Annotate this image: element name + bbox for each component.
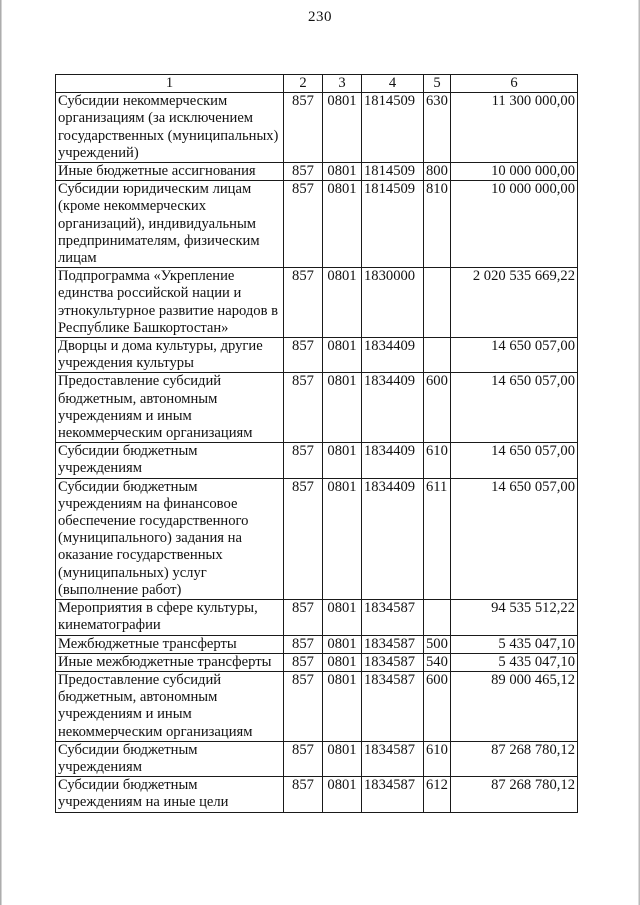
table-row xyxy=(56,741,578,776)
row-expense-type: 540 xyxy=(424,653,451,671)
table-row xyxy=(56,671,578,741)
row-expense-type xyxy=(424,268,451,338)
row-name: Субсидии бюджетным учреждениям на финансовое обеспечение государственного (муниципального) задания на оказание государственных (муниципальных) услуг (выполнение работ) xyxy=(56,478,284,599)
row-gov-code: 857 xyxy=(284,671,323,741)
row-expense-type: 800 xyxy=(424,163,451,181)
row-name: Субсидии бюджетным учреждениям на иные цели xyxy=(56,777,284,812)
table-row xyxy=(56,163,578,181)
row-gov-code: 857 xyxy=(284,600,323,635)
row-target-code: 1814509 xyxy=(362,93,424,163)
table-row xyxy=(56,181,578,268)
row-gov-code: 857 xyxy=(284,338,323,373)
row-section-code: 0801 xyxy=(323,653,362,671)
row-target-code: 1814509 xyxy=(362,181,424,268)
row-name: Субсидии некоммерческим организациям (за исключением государственных (муниципальных) учреждений) xyxy=(56,93,284,163)
row-section-code: 0801 xyxy=(323,671,362,741)
row-target-code: 1830000 xyxy=(362,268,424,338)
row-amount: 87 268 780,12 xyxy=(451,777,578,812)
row-target-code: 1834587 xyxy=(362,635,424,653)
row-name: Межбюджетные трансферты xyxy=(56,635,284,653)
row-section-code: 0801 xyxy=(323,93,362,163)
table-row xyxy=(56,478,578,599)
row-section-code: 0801 xyxy=(323,741,362,776)
row-amount: 14 650 057,00 xyxy=(451,478,578,599)
row-gov-code: 857 xyxy=(284,373,323,443)
row-name: Дворцы и дома культуры, другие учреждения культуры xyxy=(56,338,284,373)
row-name: Субсидии бюджетным учреждениям xyxy=(56,741,284,776)
row-name: Мероприятия в сфере культуры, кинематографии xyxy=(56,600,284,635)
table-row xyxy=(56,635,578,653)
table-row xyxy=(56,777,578,812)
row-expense-type: 600 xyxy=(424,373,451,443)
row-gov-code: 857 xyxy=(284,741,323,776)
row-gov-code: 857 xyxy=(284,268,323,338)
row-target-code: 1814509 xyxy=(362,163,424,181)
row-gov-code: 857 xyxy=(284,653,323,671)
row-gov-code: 857 xyxy=(284,443,323,478)
row-section-code: 0801 xyxy=(323,777,362,812)
row-section-code: 0801 xyxy=(323,373,362,443)
row-section-code: 0801 xyxy=(323,338,362,373)
row-section-code: 0801 xyxy=(323,268,362,338)
row-section-code: 0801 xyxy=(323,635,362,653)
row-section-code: 0801 xyxy=(323,443,362,478)
table-row xyxy=(56,338,578,373)
row-amount: 87 268 780,12 xyxy=(451,741,578,776)
table-header-row xyxy=(56,75,578,93)
row-gov-code: 857 xyxy=(284,93,323,163)
row-name: Субсидии бюджетным учреждениям xyxy=(56,443,284,478)
row-amount: 10 000 000,00 xyxy=(451,181,578,268)
table-row xyxy=(56,653,578,671)
row-expense-type: 630 xyxy=(424,93,451,163)
row-expense-type: 500 xyxy=(424,635,451,653)
row-section-code: 0801 xyxy=(323,163,362,181)
row-amount: 14 650 057,00 xyxy=(451,443,578,478)
row-gov-code: 857 xyxy=(284,777,323,812)
row-target-code: 1834587 xyxy=(362,671,424,741)
row-target-code: 1834587 xyxy=(362,653,424,671)
row-amount: 2 020 535 669,22 xyxy=(451,268,578,338)
row-name: Иные бюджетные ассигнования xyxy=(56,163,284,181)
row-amount: 14 650 057,00 xyxy=(451,338,578,373)
row-target-code: 1834409 xyxy=(362,373,424,443)
row-target-code: 1834409 xyxy=(362,478,424,599)
row-gov-code: 857 xyxy=(284,635,323,653)
row-target-code: 1834587 xyxy=(362,741,424,776)
column-header: 5 xyxy=(424,75,451,93)
row-target-code: 1834587 xyxy=(362,777,424,812)
row-gov-code: 857 xyxy=(284,181,323,268)
table-row xyxy=(56,443,578,478)
row-name: Предоставление субсидий бюджетным, автономным учреждениям и иным некоммерческим организациям xyxy=(56,671,284,741)
page-number: 230 xyxy=(308,9,332,25)
row-amount: 5 435 047,10 xyxy=(451,635,578,653)
row-amount: 94 535 512,22 xyxy=(451,600,578,635)
row-target-code: 1834587 xyxy=(362,600,424,635)
budget-table xyxy=(55,74,578,813)
row-amount: 5 435 047,10 xyxy=(451,653,578,671)
column-header: 2 xyxy=(284,75,323,93)
column-header: 6 xyxy=(451,75,578,93)
column-header: 3 xyxy=(323,75,362,93)
row-section-code: 0801 xyxy=(323,600,362,635)
row-expense-type: 612 xyxy=(424,777,451,812)
row-gov-code: 857 xyxy=(284,163,323,181)
row-name: Иные межбюджетные трансферты xyxy=(56,653,284,671)
row-expense-type xyxy=(424,338,451,373)
row-amount: 10 000 000,00 xyxy=(451,163,578,181)
row-target-code: 1834409 xyxy=(362,338,424,373)
row-amount: 11 300 000,00 xyxy=(451,93,578,163)
scan-edge-left xyxy=(0,0,2,905)
row-expense-type: 610 xyxy=(424,741,451,776)
column-header: 4 xyxy=(362,75,424,93)
row-expense-type xyxy=(424,600,451,635)
row-expense-type: 600 xyxy=(424,671,451,741)
table-row xyxy=(56,93,578,163)
row-gov-code: 857 xyxy=(284,478,323,599)
row-section-code: 0801 xyxy=(323,181,362,268)
row-section-code: 0801 xyxy=(323,478,362,599)
row-expense-type: 610 xyxy=(424,443,451,478)
table-row xyxy=(56,600,578,635)
row-target-code: 1834409 xyxy=(362,443,424,478)
table-row xyxy=(56,373,578,443)
row-amount: 89 000 465,12 xyxy=(451,671,578,741)
row-expense-type: 611 xyxy=(424,478,451,599)
column-header: 1 xyxy=(56,75,284,93)
row-expense-type: 810 xyxy=(424,181,451,268)
row-name: Субсидии юридическим лицам (кроме некоммерческих организаций), индивидуальным предпринимателям, физическим лицам xyxy=(56,181,284,268)
row-amount: 14 650 057,00 xyxy=(451,373,578,443)
row-name: Подпрограмма «Укрепление единства российской нации и этнокультурное развитие народов в Республике Башкортостан» xyxy=(56,268,284,338)
row-name: Предоставление субсидий бюджетным, автономным учреждениям и иным некоммерческим организациям xyxy=(56,373,284,443)
table-row xyxy=(56,268,578,338)
